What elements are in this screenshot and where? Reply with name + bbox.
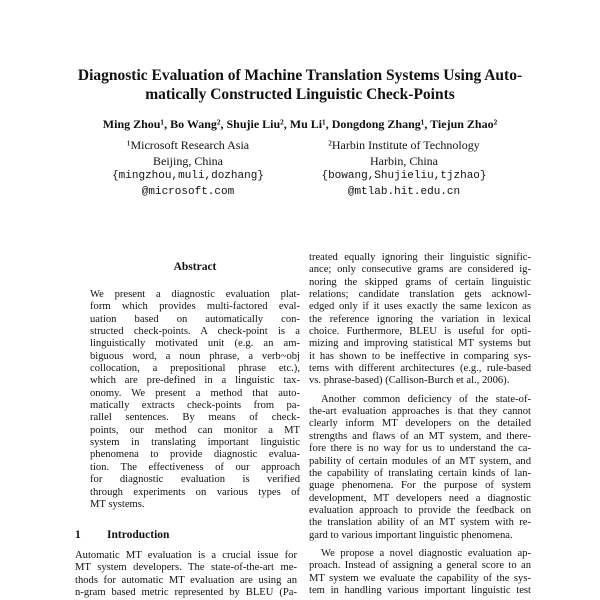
- abstract-heading: Abstract: [173, 261, 217, 273]
- text-line: onomy. We present a method that auto-: [90, 387, 300, 399]
- text-line: uation based on automatically con-: [90, 313, 300, 325]
- text-line: guage phenomena. For the purpose of system: [309, 480, 531, 492]
- affiliation-email-domain: @mtlab.hit.edu.cn: [347, 185, 461, 198]
- text-line: MT system we evaluate the capability of the sys-: [309, 572, 531, 584]
- text-line: tion. The effectiveness of our approach: [90, 461, 300, 473]
- text-line: mizing and improving statistical MT systems but: [309, 338, 531, 350]
- section-number: 1: [75, 529, 81, 541]
- text-line: gard to various important linguistic phenomena.: [309, 529, 513, 541]
- text-line: thods for automatic MT evaluation are using an: [75, 574, 297, 586]
- text-line: MT systems.: [90, 498, 145, 510]
- text-line: for diagnostic evaluation is verified: [90, 474, 300, 486]
- affiliation-microsoft: [68, 138, 308, 200]
- affiliation-email-domain: @microsoft.com: [141, 185, 235, 198]
- text-line: vs. phrase-based) (Callison-Burch et al., 2006).: [309, 375, 510, 387]
- text-line: noring the skipped grams of certain linguistic: [309, 276, 531, 288]
- affiliation-location: Beijing, China: [153, 153, 223, 168]
- text-line: it has shown to be ineffective in comparing sys-: [309, 350, 531, 362]
- text-line: form which provides multi-factored eval-: [90, 301, 300, 313]
- text-line: choice. Furthermore, BLEU is useful for opti-: [309, 326, 531, 338]
- text-line: MT system developers. The state-of-the-art me-: [75, 562, 297, 574]
- affiliation-org: ¹Microsoft Research Asia: [126, 138, 250, 152]
- paper-title: [60, 66, 540, 104]
- text-line: evaluation approach to provide the feedback on: [309, 504, 531, 516]
- text-line: which are pre-defined in a linguistic tax-: [90, 375, 300, 387]
- text-line: pability of certain modules of an MT system, and: [309, 455, 531, 467]
- affiliation-harbin: [284, 138, 524, 200]
- text-line: biguous word, a noun phrase, a verb~obj: [90, 350, 300, 362]
- text-line: the capability of translating certain kinds of lan-: [309, 467, 531, 479]
- text-line: We propose a novel diagnostic evaluation ap-: [321, 547, 531, 559]
- section-title: Introduction: [107, 529, 170, 541]
- text-line: clearly inform MT developers on the detailed: [309, 418, 531, 430]
- introduction-text: [75, 550, 297, 599]
- right-column-text: [309, 252, 531, 597]
- text-line: proach. Instead of assigning a general score to an: [309, 560, 531, 572]
- affiliation-location: Harbin, China: [370, 153, 438, 168]
- text-line: Automatic MT evaluation is a crucial issue for: [75, 550, 297, 561]
- text-line: tems with different architectures (e.g., rule-based: [309, 363, 531, 375]
- affiliation-email: {mingzhou,muli,dozhang}: [112, 170, 264, 182]
- text-line: points, our method can monitor a MT: [90, 424, 300, 436]
- text-line: structed check-points. A check-point is a: [90, 326, 300, 338]
- title-line: matically Constructed Linguistic Check-Points: [145, 86, 455, 103]
- text-line: strengths and flaws of an MT system, and there-: [309, 430, 531, 442]
- text-line: collocation, a prepositional phrase etc.),: [90, 363, 300, 375]
- text-line: phenomena to provide diagnostic evalua-: [90, 449, 300, 461]
- text-line: matically extracts check-points from pa-: [90, 400, 300, 412]
- text-line: treated equally ignoring their linguistic signific-: [309, 252, 531, 263]
- text-line: ance; only consecutive grams are considered ig-: [309, 264, 531, 276]
- text-line: development, MT developers need a diagnostic: [309, 492, 531, 504]
- section-heading-introduction: [75, 529, 295, 541]
- text-line: linguistically motivated unit (e.g. an am-: [90, 338, 300, 350]
- text-line: fore there is no way for us to understand the ca-: [309, 443, 531, 455]
- affiliation-org: ²Harbin Institute of Technology: [328, 138, 480, 152]
- text-line: We present a diagnostic evaluation plat-: [90, 289, 300, 300]
- text-line: the-art evaluation approaches is that they cannot: [309, 406, 531, 418]
- text-line: n-gram based metric represented by BLEU (Pa-: [75, 587, 297, 599]
- text-line: tem in handling various important linguistic test: [309, 584, 531, 596]
- author-list: Ming Zhou¹, Bo Wang², Shujie Liu², Mu Li¹, Dongdong Zhang¹, Tiejun Zhao²: [102, 117, 498, 131]
- text-line: through experiments on various types of: [90, 486, 300, 498]
- text-line: the translation ability of an MT system with re-: [309, 517, 531, 529]
- text-line: the reference ignoring the variation in lexical: [309, 313, 531, 325]
- text-line: edged only if it uses exactly the same lexicon as: [309, 301, 531, 313]
- title-line: Diagnostic Evaluation of Machine Translation Systems Using Auto-: [77, 67, 523, 84]
- text-line: rallel sentences. By means of check-: [90, 412, 300, 424]
- text-line: Another common deficiency of the state-of-: [321, 393, 531, 405]
- affiliation-email: {bowang,Shujieliu,tjzhao}: [321, 170, 487, 182]
- abstract-text: [90, 289, 300, 511]
- text-line: system in translating important linguistic: [90, 437, 300, 449]
- text-line: relations; candidate translation gets acknowl-: [309, 289, 531, 301]
